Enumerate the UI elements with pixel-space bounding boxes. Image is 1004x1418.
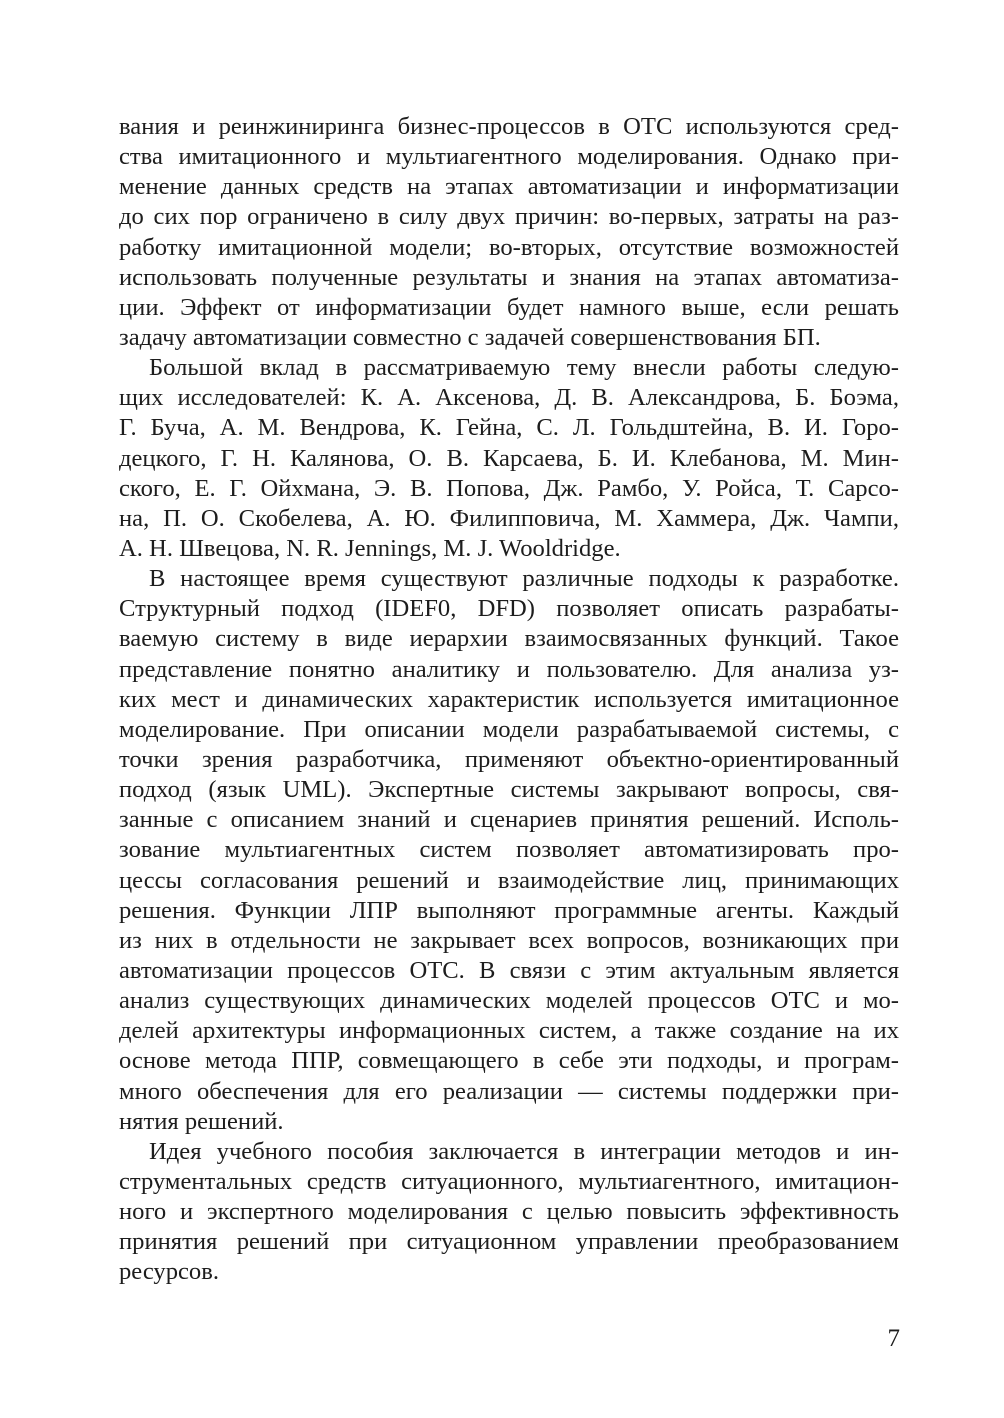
- text-line: из них в отдельности не закрывает всех вопросов, возникающих при: [119, 926, 899, 954]
- text-line: Структурный подход (IDEF0, DFD) позволяет описать разрабаты-: [119, 595, 899, 623]
- text-line: ского, Е. Г. Ойхмана, Э. В. Попова, Дж. Рамбо, У. Ройса, Т. Сарсо-: [119, 474, 899, 502]
- paragraph: [119, 1137, 899, 1288]
- text-line: делей архитектуры информационных систем, а также создание на их: [119, 1017, 899, 1045]
- paragraph: [119, 112, 899, 353]
- text-line: принятия решений при ситуационном управлении преобразованием: [119, 1228, 899, 1256]
- text-line: В настоящее время существуют различные подходы к разработке.: [149, 565, 899, 593]
- text-line: моделирование. При описании модели разрабатываемой системы, с: [119, 715, 899, 743]
- text-line: ваемую систему в виде иерархии взаимосвязанных функций. Такое: [119, 625, 899, 653]
- text-line: до сих пор ограничено в силу двух причин: во-первых, затраты на раз-: [119, 203, 899, 231]
- text-line: нятия решений.: [119, 1107, 284, 1135]
- paragraph: [119, 564, 899, 1137]
- paragraph: [119, 353, 899, 564]
- page-number: 7: [887, 1325, 900, 1352]
- text-line: Большой вклад в рассматриваемую тему внесли работы следую-: [149, 354, 899, 382]
- text-line: А. Н. Швецова, N. R. Jennings, M. J. Wooldridge.: [119, 534, 621, 562]
- text-line: представление понятно аналитику и пользователю. Для анализа уз-: [119, 655, 899, 683]
- text-line: ких мест и динамических характеристик используется имитационное: [119, 685, 899, 713]
- body-text: [119, 112, 899, 1287]
- text-line: зование мультиагентных систем позволяет автоматизировать про-: [119, 836, 899, 864]
- text-line: щих исследователей: К. А. Аксенова, Д. В. Александрова, Б. Боэма,: [119, 384, 899, 412]
- text-line: цессы согласования решений и взаимодействие лиц, принимающих: [119, 866, 899, 894]
- text-line: Г. Буча, А. М. Вендрова, К. Гейна, С. Л. Гольдштейна, В. И. Горо-: [119, 414, 899, 442]
- text-line: точки зрения разработчика, применяют объектно-ориентированный: [119, 745, 899, 773]
- text-line: использовать полученные результаты и знания на этапах автоматиза-: [119, 263, 899, 291]
- text-line: много обеспечения для его реализации — системы поддержки при-: [119, 1077, 899, 1105]
- text-line: работку имитационной модели; во-вторых, отсутствие возможностей: [119, 233, 899, 261]
- text-line: ции. Эффект от информатизации будет намного выше, если решать: [119, 293, 899, 321]
- text-line: вания и реинжиниринга бизнес-процессов в ОТС используются сред-: [119, 113, 899, 140]
- text-line: ства имитационного и мультиагентного моделирования. Однако при-: [119, 143, 899, 171]
- text-line: ного и экспертного моделирования с целью повысить эффективность: [119, 1198, 899, 1226]
- text-line: решения. Функции ЛПР выполняют программные агенты. Каждый: [119, 896, 899, 924]
- text-line: подход (язык UML). Экспертные системы закрывают вопросы, свя-: [119, 776, 899, 804]
- text-line: основе метода ППР, совмещающего в себе эти подходы, и програм-: [119, 1047, 899, 1075]
- text-line: струментальных средств ситуационного, мультиагентного, имитацион-: [119, 1167, 899, 1195]
- text-line: менение данных средств на этапах автоматизации и информатизации: [119, 173, 899, 201]
- text-line: ресурсов.: [119, 1258, 219, 1286]
- text-line: децкого, Г. Н. Калянова, О. В. Карсаева, Б. И. Клебанова, М. Мин-: [119, 444, 899, 472]
- text-line: Идея учебного пособия заключается в интеграции методов и ин-: [149, 1137, 899, 1165]
- text-line: занные с описанием знаний и сценариев принятия решений. Исполь-: [119, 806, 899, 834]
- text-line: на, П. О. Скобелева, А. Ю. Филипповича, М. Хаммера, Дж. Чампи,: [119, 504, 899, 532]
- text-line: задачу автоматизации совместно с задачей совершенствования БП.: [119, 323, 821, 351]
- text-line: автоматизации процессов ОТС. В связи с этим актуальным является: [119, 956, 899, 984]
- text-line: анализ существующих динамических моделей процессов ОТС и мо-: [119, 987, 899, 1015]
